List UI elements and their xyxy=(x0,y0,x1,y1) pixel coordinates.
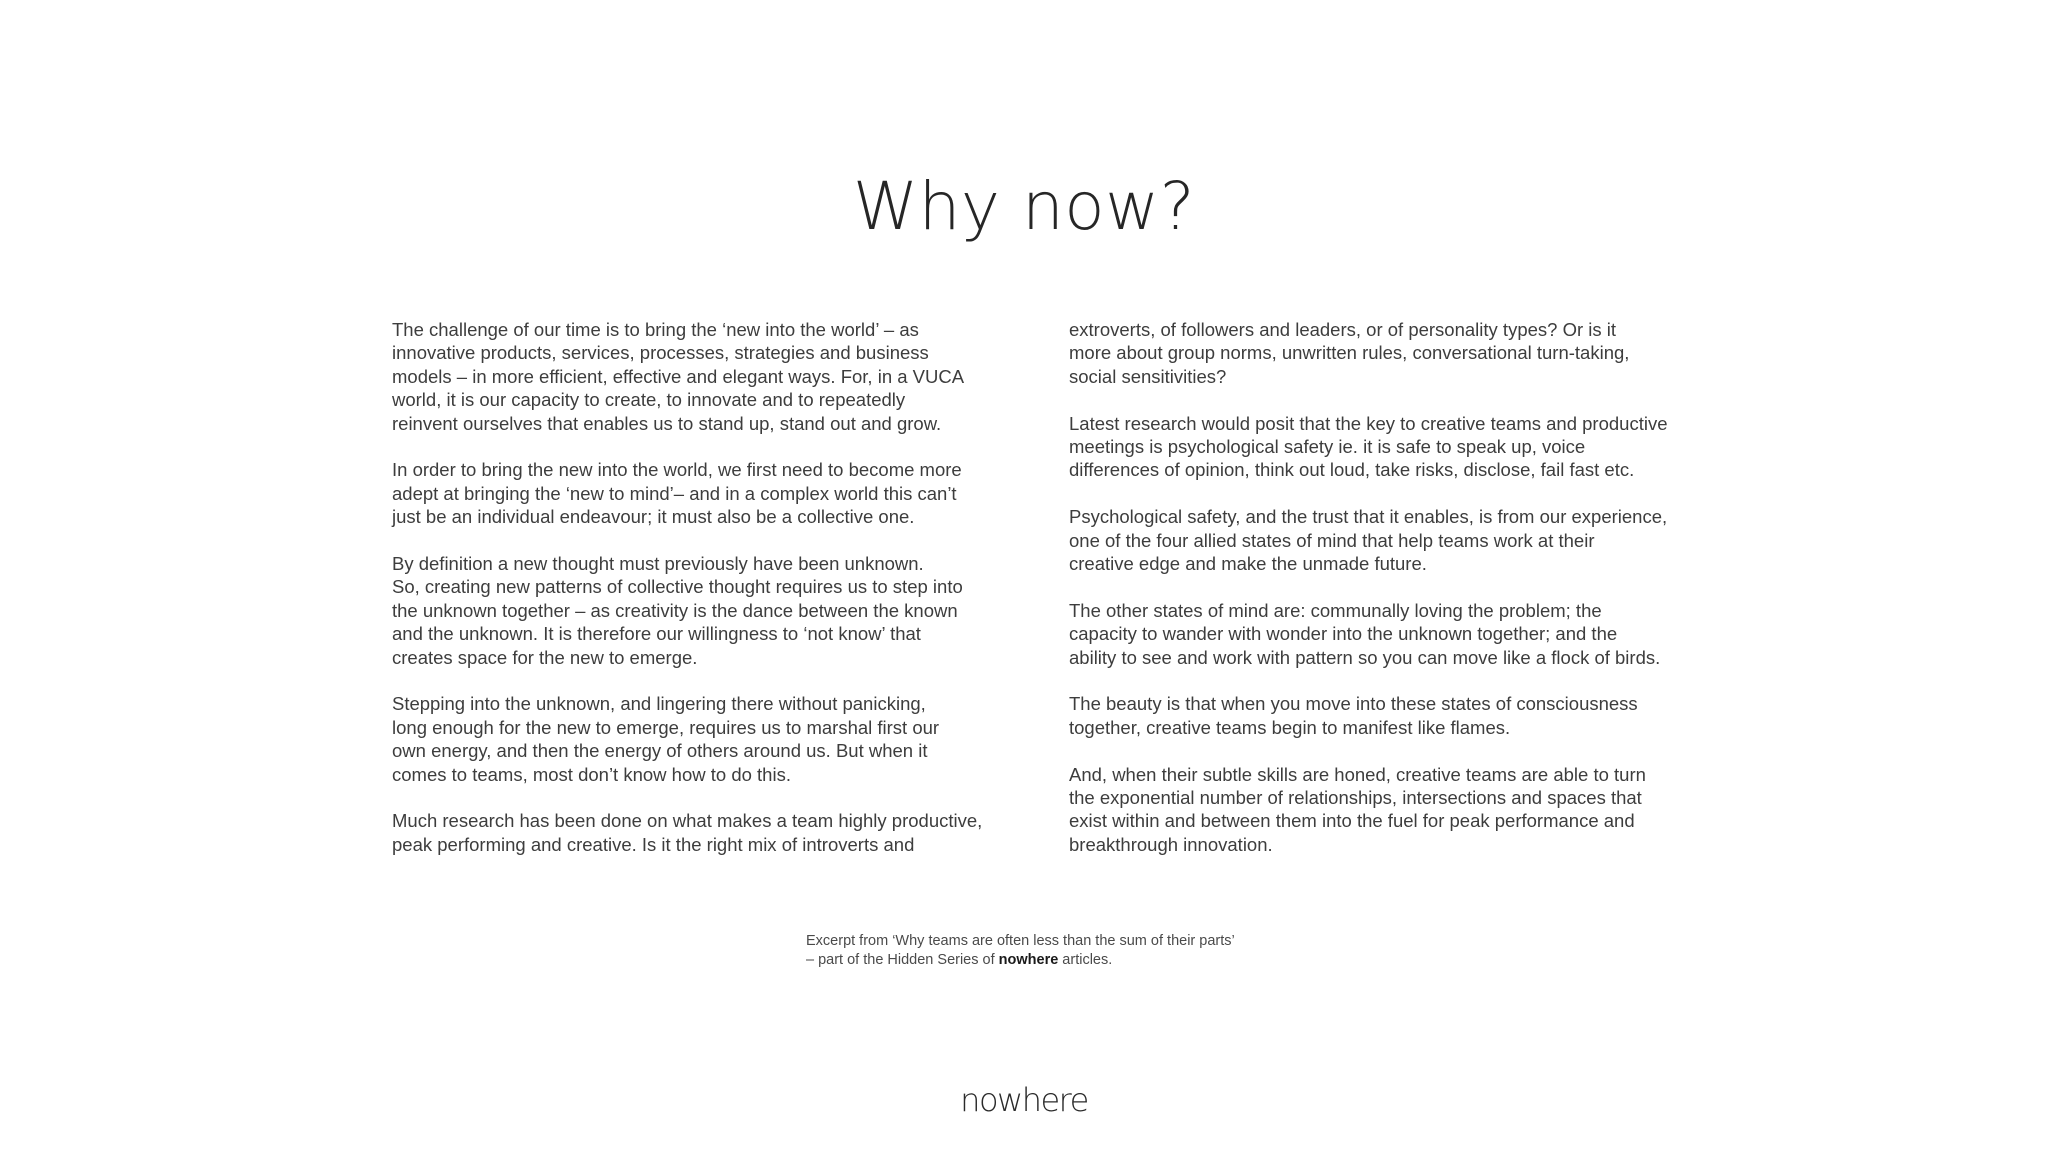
footnote-line-2 xyxy=(806,951,1406,970)
right-paragraph-5: The beauty is that when you move into these states of consciousness together, creative teams begin to manifest like flames. xyxy=(1069,693,1638,738)
page-title: Why now? xyxy=(852,168,1196,245)
footnote-prefix: – part of the Hidden Series of xyxy=(806,952,999,968)
right-paragraph-6: And, when their subtle skills are honed, creative teams are able to turn the exponential number of relationships, intersections and spaces that exist within and between them into the fuel for peak performance and breakthrough innovation. xyxy=(1069,763,1646,855)
left-paragraph-3: By definition a new thought must previously have been unknown. So, creating new patterns of collective thought requires us to step into the unknown together – as creativity is the dance between the known and the unknown. It is therefore our willingness to ‘not know’ that creates space for the new to emerge. xyxy=(392,553,963,668)
left-paragraph-2: In order to bring the new into the world, we first need to become more adept at bringing the ‘new to mind’– and in a complex world this can’t just be an individual endeavour; it must also be a collective one. xyxy=(392,459,962,528)
left-paragraph-1: The challenge of our time is to bring the ‘new into the world’ – as innovative products, services, processes, strategies and business models – in more efficient, effective and elegant ways. For, in a VUCA world, it is our capacity to create, to innovate and to repeatedly reinvent ourselves that enables us to stand up, stand out and grow. xyxy=(392,319,965,434)
right-paragraph-2: Latest research would posit that the key to creative teams and productive meetings is psychological safety ie. it is safe to speak up, voice differences of opinion, think out loud, take risks, disclose, fail fast etc. xyxy=(1069,412,1668,481)
right-paragraph-1: extroverts, of followers and leaders, or of personality types? Or is it more about group norms, unwritten rules, conversational turn-taking, social sensitivities? xyxy=(1069,319,1630,387)
left-paragraph-4: Stepping into the unknown, and lingering there without panicking, long enough for the new to emerge, requires us to marshal first our own energy, and then the energy of others around us. But when it comes to teams, most don’t know how to do this. xyxy=(392,693,940,785)
right-paragraph-4: The other states of mind are: communally loving the problem; the capacity to wander with wonder into the unknown together; and the ability to see and work with pattern so you can move like a flock of birds. xyxy=(1069,599,1661,668)
left-paragraph-5: Much research has been done on what makes a team highly productive, peak performing and creative. Is it the right mix of introverts and xyxy=(392,810,983,855)
footnote-brand: nowhere xyxy=(998,952,1059,968)
footnote-line-1: Excerpt from ‘Why teams are often less than the sum of their parts’ xyxy=(806,933,1235,949)
left-column xyxy=(392,318,992,880)
right-column xyxy=(1069,318,1669,880)
right-paragraph-3: Psychological safety, and the trust that it enables, is from our experience, one of the four allied states of mind that help teams work at their creative edge and make the unmade future. xyxy=(1069,506,1668,575)
nowhere-logo: nowhere xyxy=(960,1081,1088,1119)
footnote-suffix: articles. xyxy=(1058,952,1113,968)
excerpt-footnote xyxy=(806,932,1406,970)
